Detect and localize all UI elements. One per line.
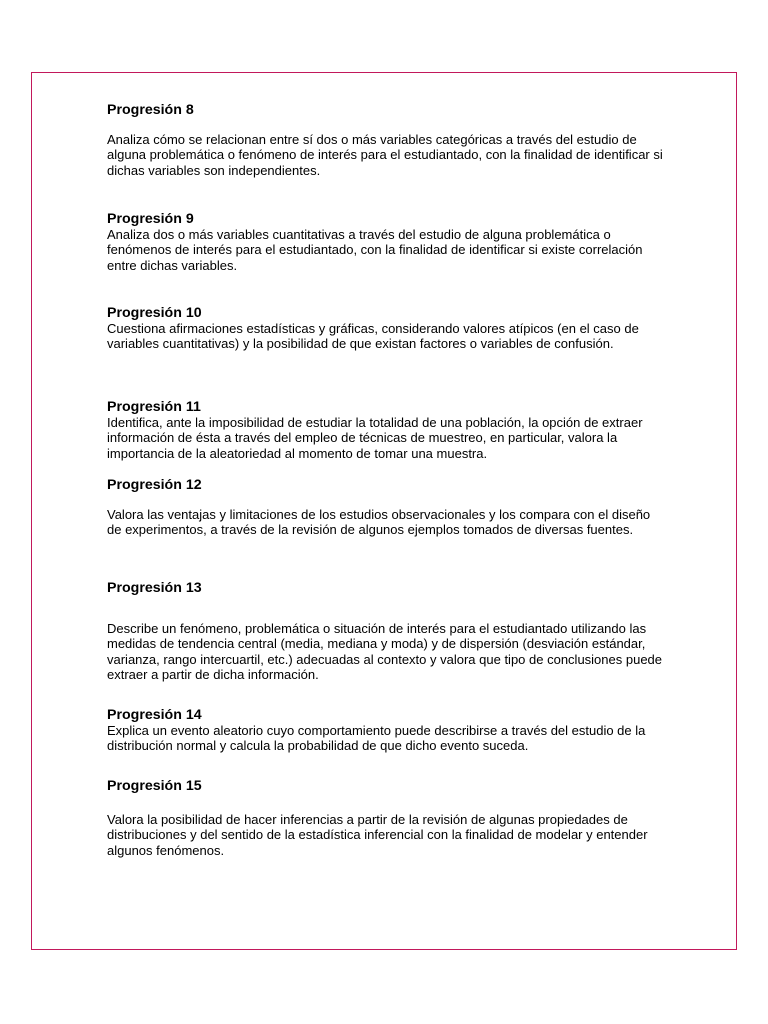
section-heading: Progresión 8 bbox=[107, 102, 194, 118]
section-text: Cuestiona afirmaciones estadísticas y gráficas, considerando valores atípicos (en el caso de variables cuantitativas) y la posibilidad de que existan factores o variables de confusión. bbox=[107, 321, 639, 352]
section-progresion-11 bbox=[107, 399, 667, 461]
section-progresion-12 bbox=[107, 477, 667, 538]
section-text: Valora la posibilidad de hacer inferencias a partir de la revisión de algunas propiedades de distribuciones y del sentido de la estadística inferencial con la finalidad de modelar y entender algunos fenómenos. bbox=[107, 812, 648, 858]
section-progresion-9 bbox=[107, 211, 667, 273]
section-text: Analiza dos o más variables cuantitativas a través del estudio de alguna problemática o fenómenos de interés para el estudiantado, con la finalidad de identificar si existe correlación entre dichas variables. bbox=[107, 227, 643, 273]
section-text: Describe un fenómeno, problemática o situación de interés para el estudiantado utilizando las medidas de tendencia central (media, mediana y moda) y de dispersión (desviación estándar, varianza, rango intercuartil, etc.) adecuadas al contexto y valora que tipo de conclusiones puede extraer a partir de dicha información. bbox=[107, 621, 663, 683]
section-heading: Progresión 14 bbox=[107, 707, 202, 723]
section-progresion-8 bbox=[107, 102, 667, 178]
section-text: Valora las ventajas y limitaciones de los estudios observacionales y los compara con el diseño de experimentos, a través de la revisión de algunos ejemplos tomados de diversas fuentes. bbox=[107, 507, 651, 538]
section-heading: Progresión 10 bbox=[107, 305, 202, 321]
section-text: Identifica, ante la imposibilidad de estudiar la totalidad de una población, la opción de extraer información de ésta a través del empleo de técnicas de muestreo, en particular, valora la importancia de la aleatoriedad al momento de tomar una muestra. bbox=[107, 415, 643, 461]
section-heading: Progresión 15 bbox=[107, 778, 202, 794]
section-progresion-13 bbox=[107, 580, 667, 683]
section-progresion-14 bbox=[107, 707, 667, 754]
section-heading: Progresión 11 bbox=[107, 399, 201, 415]
section-progresion-10 bbox=[107, 305, 667, 352]
section-text: Analiza cómo se relacionan entre sí dos o más variables categóricas a través del estudio de alguna problemática o fenómeno de interés para el estudiantado, con la finalidad de identificar si dichas variables son independientes. bbox=[107, 132, 663, 178]
section-heading: Progresión 13 bbox=[107, 580, 202, 596]
section-progresion-15 bbox=[107, 778, 667, 858]
section-text: Explica un evento aleatorio cuyo comportamiento puede describirse a través del estudio de la distribución normal y calcula la probabilidad de que dicho evento suceda. bbox=[107, 723, 646, 754]
section-heading: Progresión 12 bbox=[107, 477, 202, 493]
section-heading: Progresión 9 bbox=[107, 211, 194, 227]
